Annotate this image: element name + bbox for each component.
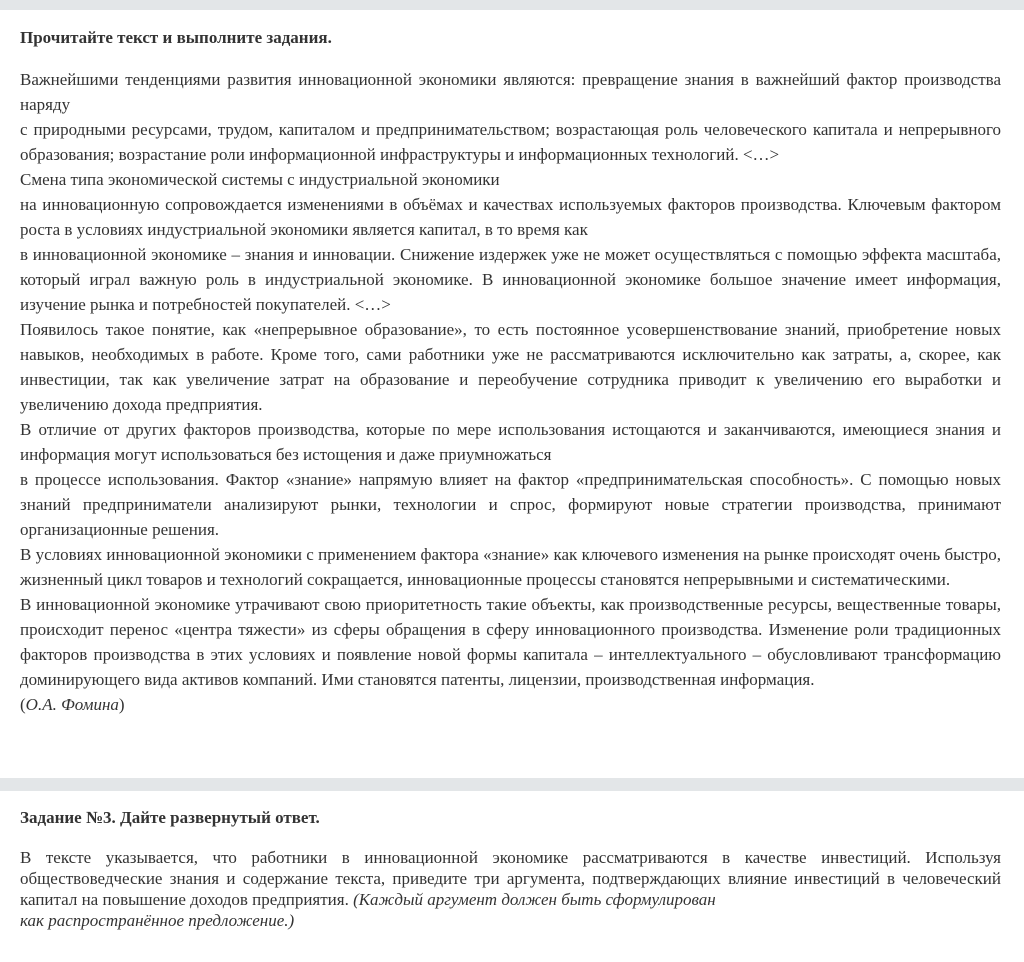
section-divider bbox=[0, 778, 1024, 791]
reading-heading: Прочитайте текст и выполните задания. bbox=[20, 28, 332, 47]
task-note-line1: (Каждый аргумент должен быть сформулирован bbox=[353, 890, 716, 909]
reading-panel bbox=[20, 28, 1001, 717]
task-panel bbox=[20, 808, 1001, 931]
reading-paragraph: Появилось такое понятие, как «непрерывное образование», то есть постоянное усовершенствование знаний, приобретение новых навыков, необходимых в работе. Кроме того, сами работники уже не рассматриваются исключительно как затраты, а, скорее, как инвестиции, так как увеличение затрат на образование и переобучение сотрудника приводит к увеличению его выработки и увеличению дохода предприятия. bbox=[20, 320, 1001, 414]
task-text: В тексте указывается, что работники в инновационной экономике рассматриваются в качестве инвестиций. Используя обществоведческие знания и содержание текста, приведите три аргумента, подтверждающих влияние инвестиций в человеческий капитал на повышение доходов предприятия. bbox=[20, 848, 1001, 909]
author-open-paren: ( bbox=[20, 695, 26, 714]
reading-paragraph: в инновационной экономике – знания и инновации. Снижение издержек уже не может осуществляться с помощью эффекта масштаба, который играл важную роль в индустриальной экономике. В инновационной экономике большое значение имеет информация, изучение рынка и потребностей покупателей. <…> bbox=[20, 245, 1001, 314]
reading-paragraph: с природными ресурсами, трудом, капиталом и предпринимательством; возрастающая роль человеческого капитала и непрерывного образования; возрастание роли информационной инфраструктуры и информационных технологий. <…> bbox=[20, 120, 1001, 164]
reading-paragraph: Смена типа экономической системы с индустриальной экономики bbox=[20, 170, 500, 189]
reading-paragraph: Важнейшими тенденциями развития инновационной экономики являются: превращение знания в важнейший фактор производства наряду bbox=[20, 70, 1001, 114]
task-heading: Задание №3. Дайте развернутый ответ. bbox=[20, 808, 320, 827]
top-divider bbox=[0, 0, 1024, 10]
author-citation bbox=[20, 692, 1001, 717]
reading-paragraph: В отличие от других факторов производства, которые по мере использования истощаются и заканчиваются, имеющиеся знания и информация могут использоваться без истощения и даже приумножаться bbox=[20, 420, 1001, 464]
task-note-line2: как распространённое предложение.) bbox=[20, 911, 295, 930]
task-text-block bbox=[20, 847, 1001, 931]
reading-paragraph: на инновационную сопровождается изменениями в объёмах и качествах используемых факторов производства. Ключевым фактором роста в условиях индустриальной экономики является капитал, в то время как bbox=[20, 195, 1001, 239]
author-name: О.А. Фомина bbox=[25, 695, 119, 714]
reading-paragraph: в процессе использования. Фактор «знание» напрямую влияет на фактор «предпринимательская способность». С помощью новых знаний предприниматели анализируют рынки, технологии и спрос, формируют новые стратегии производства, принимают организационные решения. bbox=[20, 470, 1001, 539]
author-close-paren: ) bbox=[118, 695, 125, 714]
reading-paragraph: В инновационной экономике утрачивают свою приоритетность такие объекты, как производственные ресурсы, вещественные товары, происходит перенос «центра тяжести» из сферы обращения в сферу инновационного производства. Изменение роли традиционных факторов производства в этих условиях и появление новой формы капитала – интеллектуального – обусловливают трансформацию доминирующего вида активов компаний. Ими становятся патенты, лицензии, производственная информация. bbox=[20, 595, 1001, 689]
reading-body bbox=[20, 67, 1001, 717]
reading-paragraph: В условиях инновационной экономики с применением фактора «знание» как ключевого изменения на рынке происходят очень быстро, жизненный цикл товаров и технологий сокращается, инновационные процессы становятся непрерывными и систематическими. bbox=[20, 545, 1001, 589]
